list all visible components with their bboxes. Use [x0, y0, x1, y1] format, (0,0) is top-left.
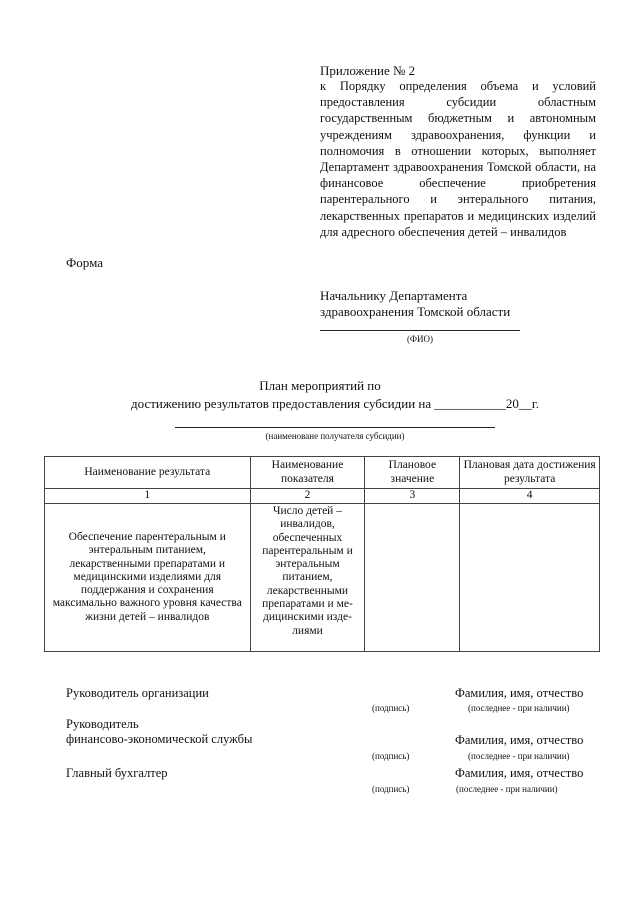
signature-caption-finance-head: (подпись) — [372, 751, 410, 761]
table-number-row — [45, 489, 600, 504]
header-value: Плановое значение — [365, 457, 460, 489]
finance-head-line-2: финансово-экономической службы — [66, 732, 253, 746]
addressee-line-1: Начальнику Департамента — [320, 288, 468, 303]
fio-caption-director: (последнее - при наличии) — [468, 703, 570, 713]
fio-caption-finance-head: (последнее - при наличии) — [468, 751, 570, 761]
plan-table — [44, 456, 600, 652]
cell-date — [460, 504, 600, 652]
finance-head-line-1: Руководитель — [66, 717, 139, 731]
signature-caption-chief-accountant: (подпись) — [372, 784, 410, 794]
signature-label-director: Руководитель организации — [66, 686, 209, 700]
fio-signature-line — [320, 330, 520, 331]
col-number-3: 3 — [365, 489, 460, 504]
header-date: Плановая дата достижения результата — [460, 457, 600, 489]
cell-indicator: Число детей – инвалидов, обеспеченных парентеральным и энтеральным питанием, лекарственными препаратами и ме-дицинскими изде-лиями — [250, 504, 365, 652]
fio-chief-accountant: Фамилия, имя, отчество — [455, 766, 584, 780]
header-indicator: Наименование показателя — [250, 457, 365, 489]
plan-subtitle: достижению результатов предоставления субсидии на ___________20__г. — [131, 396, 539, 411]
cell-value — [365, 504, 460, 652]
fio-caption: (ФИО) — [406, 334, 434, 344]
cell-result: Обеспечение парентеральным и энтеральным питанием, лекарственными препаратами и медицинскими изделиями для поддержания и сохранения максимально важного уровня качества жизни детей – инвалидов — [45, 504, 251, 652]
col-number-4: 4 — [460, 489, 600, 504]
table-header-row — [45, 457, 600, 489]
fio-director: Фамилия, имя, отчество — [455, 686, 584, 700]
signature-caption-director: (подпись) — [372, 703, 410, 713]
col-number-2: 2 — [250, 489, 365, 504]
signature-label-finance-head — [66, 717, 252, 747]
fio-finance-head: Фамилия, имя, отчество — [455, 733, 584, 747]
col-number-1: 1 — [45, 489, 251, 504]
form-label: Форма — [66, 255, 103, 270]
appendix-text: к Порядку определения объема и условий предоставления субсидии областным государственным бюджетным и автономным учреждениям здравоохранения, функции и полномочия в отношении которых, выполняет Департамент здравоохранения Томской области, на финансовое обеспечение приобретения парентерального и энтерального питания, лекарственных препаратов и медицинских изделий для адресного обеспечения детей – инвалидов — [320, 79, 596, 239]
recipient-caption: (наименоване получателя субсидии) — [265, 431, 405, 441]
recipient-line — [175, 427, 495, 428]
plan-title: План мероприятий по — [259, 378, 381, 393]
table-row — [45, 504, 600, 652]
addressee-block — [320, 288, 510, 320]
fio-caption-chief-accountant: (последнее - при наличии) — [456, 784, 558, 794]
appendix-title: Приложение № 2 — [320, 63, 416, 78]
signature-label-chief-accountant: Главный бухгалтер — [66, 766, 168, 780]
addressee-line-2: здравоохранения Томской области — [320, 304, 511, 319]
header-result: Наименование результата — [45, 457, 251, 489]
